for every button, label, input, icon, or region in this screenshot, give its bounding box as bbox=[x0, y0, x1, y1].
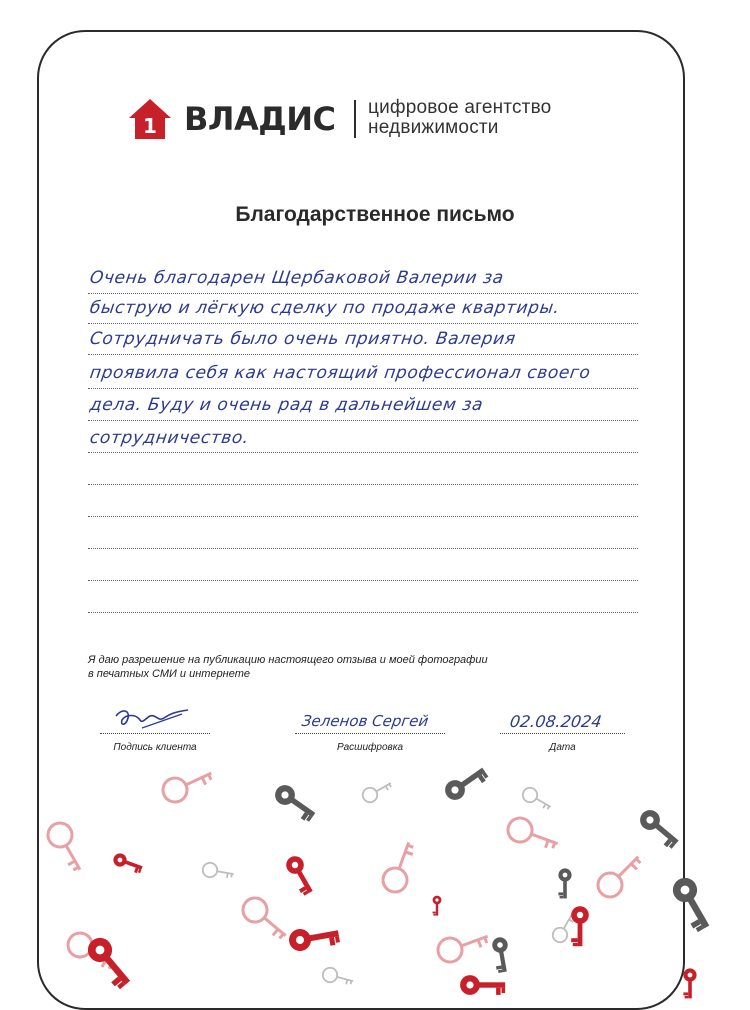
writing-line bbox=[88, 420, 638, 421]
brand-tagline bbox=[368, 98, 551, 138]
key-outline-red bbox=[44, 762, 647, 975]
client-signature-line bbox=[100, 733, 210, 734]
name-decoding-label: Расшифровка bbox=[336, 742, 404, 753]
letter-line-3: Сотрудничать было очень приятно. Валерия bbox=[88, 329, 518, 349]
writing-line bbox=[88, 452, 638, 453]
consent-line-1: Я даю разрешение на публикацию настоящего отзыва и моей фотографии bbox=[88, 654, 488, 666]
writing-line bbox=[88, 548, 638, 549]
letter-line-1: Очень благодарен Щербаковой Валерии за bbox=[88, 268, 506, 288]
writing-line bbox=[88, 612, 638, 613]
date-line bbox=[500, 733, 625, 734]
name-decoding-line bbox=[295, 733, 445, 734]
logo-divider bbox=[354, 100, 356, 138]
writing-line bbox=[88, 484, 638, 485]
writing-line bbox=[88, 293, 638, 294]
writing-line bbox=[88, 516, 638, 517]
writing-line bbox=[88, 354, 638, 355]
key-pattern-decoration bbox=[0, 740, 750, 1000]
letter-line-2: быструю и лёгкую сделку по продаже квартиры. bbox=[88, 298, 562, 318]
brand-name: ВЛАДИС bbox=[184, 100, 336, 138]
date-label: Дата bbox=[549, 742, 576, 753]
tagline-line-2: недвижимости bbox=[368, 117, 499, 138]
key-outline-gray bbox=[202, 777, 579, 988]
writing-line bbox=[88, 388, 638, 389]
letter-line-4: проявила себя как настоящий профессионал своего bbox=[88, 363, 592, 383]
letter-line-6: сотрудничество. bbox=[88, 428, 251, 448]
client-signature-label: Подпись клиента bbox=[113, 742, 197, 753]
writing-line bbox=[88, 580, 638, 581]
house-digit: 1 bbox=[143, 114, 157, 138]
house-logo-icon bbox=[128, 98, 172, 140]
letter-line-5: дела. Буду и очень рад в дальнейшем за bbox=[88, 395, 485, 415]
name-decoding-value: Зеленов Сергей bbox=[300, 712, 430, 730]
consent-line-2: в печатных СМИ и интернете bbox=[88, 668, 251, 680]
publication-consent bbox=[88, 653, 608, 681]
writing-line bbox=[88, 323, 638, 324]
letter-title: Благодарственное письмо bbox=[235, 203, 515, 226]
tagline-line-1: цифровое агентство bbox=[368, 97, 552, 118]
brand-logo bbox=[128, 98, 608, 142]
date-value: 02.08.2024 bbox=[508, 712, 603, 731]
client-signature bbox=[112, 704, 192, 734]
